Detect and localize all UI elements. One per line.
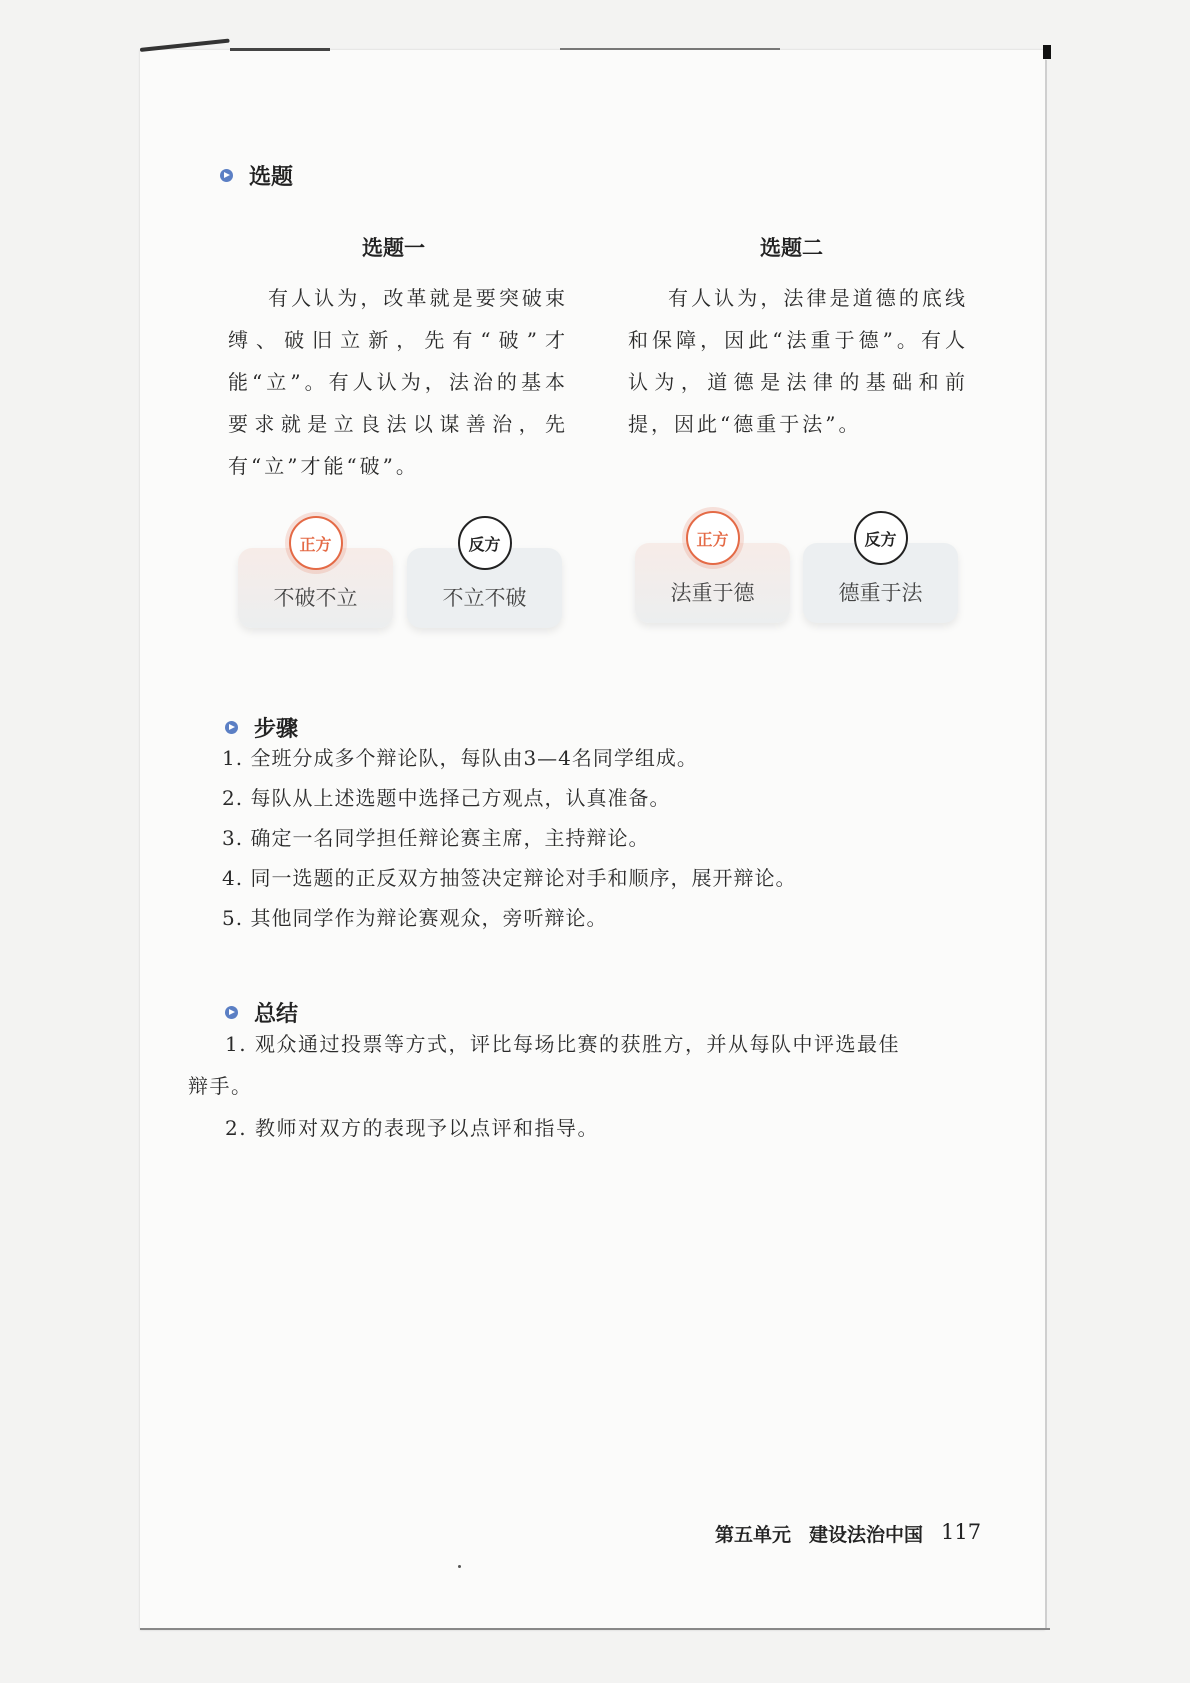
list-item: 5. 其他同学作为辩论赛观众，旁听辩论。 [222, 906, 608, 930]
con-badge: 反方 [458, 516, 512, 570]
steps-list [222, 738, 796, 938]
corner-mark [1043, 45, 1051, 59]
summary-item-2: 2. 教师对双方的表现予以点评和指导。 [225, 1116, 599, 1140]
page-number: 117 [941, 1520, 982, 1544]
list-item: 4. 同一选题的正反双方抽签决定辩论对手和顺序，展开辩论。 [222, 866, 797, 890]
topic2-text: 有人认为，法律是道德的底线和保障，因此“法重于德”。有人认为，道德是法律的基础和前提，因此“德重于法”。 [628, 286, 968, 436]
topic1-con-view: 不立不破 [442, 586, 527, 610]
footer-title: 建设法治中国 [809, 1524, 924, 1546]
con-badge: 反方 [854, 511, 908, 565]
list-item: 1. 全班分成多个辩论队，每队由3—4名同学组成。 [222, 746, 698, 770]
play-bullet-icon [225, 1006, 238, 1019]
play-bullet-icon [220, 169, 233, 182]
topic2-con-view: 德重于法 [838, 581, 923, 605]
topic2-pro-card [635, 529, 790, 623]
play-bullet-icon [225, 721, 238, 734]
topic1-pro-card [238, 534, 393, 628]
topic2-title: 选题二 [760, 236, 823, 260]
scan-edge-mark [230, 48, 330, 51]
topic2-pro-view: 法重于德 [670, 581, 755, 605]
pro-badge: 正方 [686, 511, 740, 565]
list-item: 3. 确定一名同学担任辩论赛主席，主持辩论。 [222, 826, 650, 850]
steps-heading-label: 步骤 [254, 717, 299, 742]
summary-heading [225, 997, 298, 1028]
page-edge [140, 1628, 1050, 1630]
topics-heading-label: 选题 [249, 165, 294, 190]
list-item: 2. 每队从上述选题中选择己方观点，认真准备。 [222, 786, 671, 810]
summary-heading-label: 总结 [254, 1002, 299, 1027]
topic1-text: 有人认为，改革就是要突破束缚、破旧立新，先有“破”才能“立”。有人认为，法治的基本要求就是立良法以谋善治，先有“立”才能“破”。 [228, 286, 568, 478]
topic1-title: 选题一 [362, 236, 425, 260]
topics-heading [220, 160, 293, 191]
page-edge [1045, 60, 1047, 1630]
topic1-pro-view: 不破不立 [273, 586, 358, 610]
scan-dot [458, 1565, 461, 1568]
page-footer [715, 1520, 981, 1547]
summary-item-1-line-1: 1. 观众通过投票等方式，评比每场比赛的获胜方，并从每队中评选最佳 [225, 1032, 900, 1056]
topic1-con-card [407, 534, 562, 628]
footer-unit: 第五单元 [715, 1524, 792, 1546]
topic2-con-card [803, 529, 958, 623]
pro-badge: 正方 [289, 516, 343, 570]
summary-item-1-line-2: 辩手。 [188, 1074, 253, 1098]
scan-edge-mark [560, 48, 780, 50]
